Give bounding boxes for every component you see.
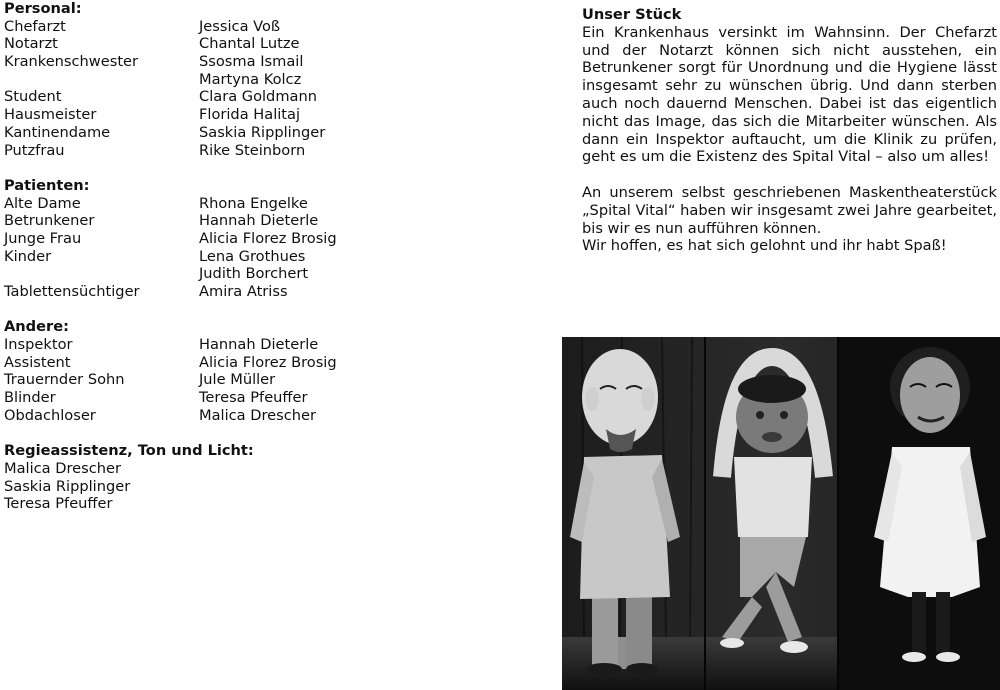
role: Kantinendame bbox=[4, 123, 111, 141]
andere-heading: Andere: bbox=[4, 318, 69, 336]
role: Kinder bbox=[4, 247, 52, 265]
cast-row bbox=[4, 88, 544, 106]
actor: Amira Atriss bbox=[199, 283, 288, 300]
actor: Hannah Dieterle bbox=[199, 212, 319, 230]
cast-row bbox=[4, 71, 544, 89]
cast-row bbox=[4, 371, 544, 389]
cast-row bbox=[4, 35, 544, 53]
actor: Chantal Lutze bbox=[199, 35, 300, 53]
cast-row bbox=[4, 389, 544, 407]
cast-row bbox=[4, 283, 544, 301]
actor: Florida Halitaj bbox=[199, 106, 301, 124]
story-paragraph: Ein Krankenhaus versinkt im Wahnsinn. Der Chefarzt und der Notarzt können sich nicht ausstehen, ein Betrunkener sorgt für Unordnung und die Hygiene lässt insgesamt sehr zu wünschen übrig. Und dann sterben auch noch dauernd Menschen. Dabei ist das eigentlich nicht das Image, das sich die Mitarbeiter wünschen. Als dann ein Inspektor auftaucht, um die Klinik zu prüfen, geht es um die Existenz des Spital Vital – also um alles! bbox=[582, 23, 997, 166]
cast-row bbox=[4, 354, 544, 372]
personal-heading: Personal: bbox=[4, 0, 82, 17]
role: Hausmeister bbox=[4, 106, 97, 124]
crew-name: Malica Drescher bbox=[4, 459, 121, 477]
stage-photo-illustration bbox=[562, 337, 1000, 690]
story-paragraph: An unserem selbst geschriebenen Maskentheaterstück „Spital Vital“ haben wir insgesamt zwei Jahre gearbeitet, bis wir es nun aufführen können. bbox=[582, 183, 997, 237]
cast-row bbox=[4, 407, 544, 425]
actor: Ssosma Ismail bbox=[199, 53, 304, 71]
cast-row bbox=[4, 53, 544, 71]
cast-row bbox=[4, 142, 544, 160]
stage-photo bbox=[562, 337, 1000, 690]
role: Trauernder Sohn bbox=[4, 371, 125, 389]
actor: Martyna Kolcz bbox=[199, 70, 302, 88]
cast-row bbox=[4, 265, 544, 283]
role: Krankenschwester bbox=[4, 53, 139, 71]
patienten-heading: Patienten: bbox=[4, 176, 90, 194]
cast-row bbox=[4, 336, 544, 354]
role: Student bbox=[4, 88, 62, 106]
actor: Rike Steinborn bbox=[199, 141, 306, 159]
role: Tablettensüchtiger bbox=[4, 283, 140, 300]
story-title: Unser Stück bbox=[582, 6, 682, 23]
spacer bbox=[4, 301, 544, 319]
actor: Saskia Ripplinger bbox=[199, 123, 326, 141]
actor: Lena Grothues bbox=[199, 247, 306, 265]
actor: Judith Borchert bbox=[199, 265, 309, 283]
cast-row bbox=[4, 18, 544, 36]
cast-row bbox=[4, 230, 544, 248]
role bbox=[4, 265, 199, 283]
role: Junge Frau bbox=[4, 229, 82, 247]
cast-row bbox=[4, 212, 544, 230]
role: Notarzt bbox=[4, 35, 58, 53]
role: Obdachloser bbox=[4, 406, 96, 424]
spacer bbox=[4, 159, 544, 177]
role: Betrunkener bbox=[4, 212, 95, 230]
story-section bbox=[582, 6, 997, 255]
crew-heading: Regieassistenz, Ton und Licht: bbox=[4, 442, 254, 460]
role: Alte Dame bbox=[4, 194, 81, 212]
actor: Malica Drescher bbox=[199, 406, 316, 424]
role: Chefarzt bbox=[4, 17, 66, 35]
role bbox=[4, 71, 199, 89]
cast-row bbox=[4, 106, 544, 124]
actor: Jessica Voß bbox=[199, 17, 281, 35]
actor: Alicia Florez Brosig bbox=[199, 229, 337, 247]
story-closing: Wir hoffen, es hat sich gelohnt und ihr habt Spaß! bbox=[582, 237, 947, 255]
role: Inspektor bbox=[4, 336, 73, 354]
crew-name: Teresa Pfeuffer bbox=[4, 495, 113, 513]
cast-row bbox=[4, 124, 544, 142]
actor: Hannah Dieterle bbox=[199, 336, 319, 354]
actor: Clara Goldmann bbox=[199, 88, 317, 106]
actor: Alicia Florez Brosig bbox=[199, 353, 337, 371]
cast-list bbox=[4, 0, 544, 513]
actor: Teresa Pfeuffer bbox=[199, 389, 308, 407]
cast-row bbox=[4, 195, 544, 213]
role: Putzfrau bbox=[4, 141, 65, 159]
cast-row bbox=[4, 248, 544, 266]
actor: Rhona Engelke bbox=[199, 194, 308, 212]
crew-name: Saskia Ripplinger bbox=[4, 477, 131, 495]
role: Blinder bbox=[4, 389, 56, 407]
spacer bbox=[4, 425, 544, 443]
actor: Jule Müller bbox=[199, 371, 276, 389]
role: Assistent bbox=[4, 353, 71, 371]
